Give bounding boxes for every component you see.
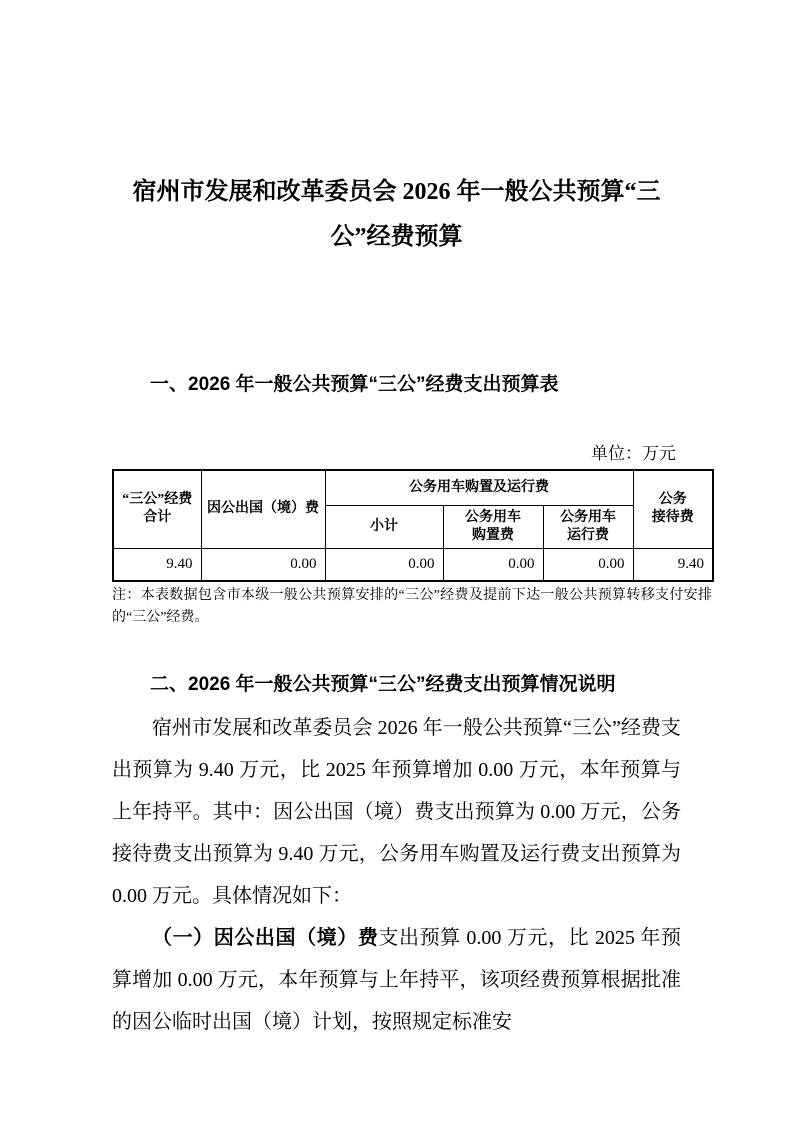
header-vehicle-group: 公务用车购置及运行费 [325,470,633,505]
header-vehicle-purchase-line2: 购置费 [472,527,514,543]
table-row [113,548,713,581]
value-vehicle-operation: 0.00 [543,548,633,581]
header-vehicle-operation-line2: 运行费 [567,527,609,543]
document-title: 宿州市发展和改革委员会 2026 年一般公共预算“三公”经费预算 [132,179,661,250]
header-reception-fee-line2: 接待费 [651,510,694,526]
header-abroad-fee: 因公出国（境）费 [201,470,325,548]
paragraph-abroad-body: 支出预算 0.00 万元，比 2025 年预算增加 0.00 万元，本年预算与上年持平，该项经费预算根据批准的因公临时出国（境）计划，按照规定标准安 [112,927,682,1033]
paragraph-overview: 宿州市发展和改革委员会 2026 年一般公共预算“三公”经费支出预算为 9.40 万元，比 2025 年预算增加 0.00 万元，本年预算与上年持平。其中：因公出国（境）费支出预算为 0.00 万元，公务接待费支出预算为 9.40 万元，公务用车购置及运行费支出预算为 0.00 万元。具体情况如下： [112,717,681,907]
value-vehicle-subtotal: 0.00 [325,548,443,581]
value-abroad-fee: 0.00 [201,548,325,581]
value-vehicle-purchase: 0.00 [443,548,543,581]
header-sangong-total [113,470,201,548]
table-note: 注：本表数据包含市本级一般公共预算安排的“三公”经费及提前下达一般公共预算转移支付安排的“三公”经费。 [112,588,712,625]
section2-heading: 二、2026 年一般公共预算“三公”经费支出预算情况说明 [150,674,616,695]
header-vehicle-purchase-line1: 公务用车 [465,509,521,525]
header-vehicle-purchase [443,505,543,548]
paragraph-abroad-lead: （一）因公出国（境）费 [152,927,379,949]
value-sangong-total: 9.40 [113,548,201,581]
section1-heading: 一、2026 年一般公共预算“三公”经费支出预算表 [150,374,559,395]
header-vehicle-operation-line1: 公务用车 [560,509,616,525]
header-reception-fee [633,470,713,548]
unit-label: 单位：万元 [591,444,676,463]
header-sangong-total-line1: “三公”经费 [122,492,193,508]
header-sangong-total-line2: 合计 [143,510,172,526]
header-vehicle-subtotal: 小计 [325,505,443,548]
header-vehicle-operation [543,505,633,548]
paragraph-abroad [112,917,681,1043]
value-reception-fee: 9.40 [633,548,713,581]
header-reception-fee-line1: 公务 [658,492,687,508]
budget-table [112,469,714,582]
